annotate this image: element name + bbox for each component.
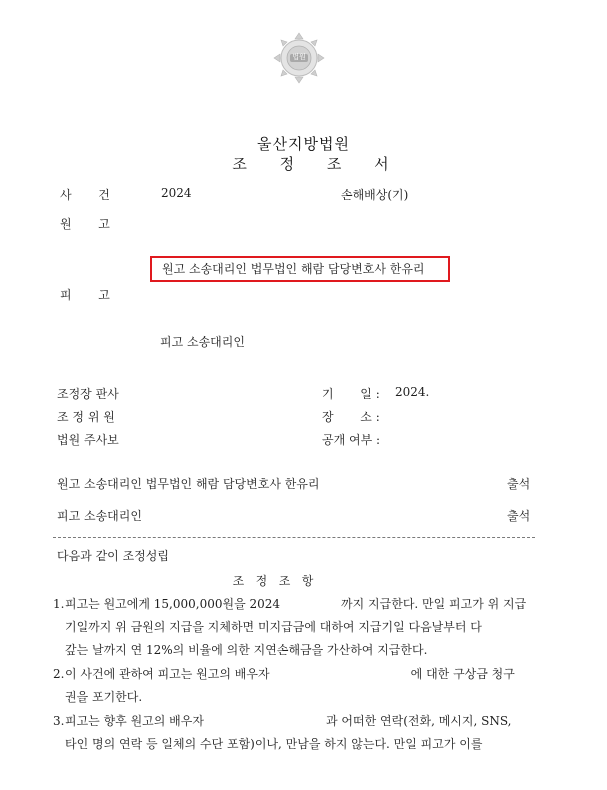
clause-number: 1.	[53, 597, 65, 611]
court-name: 울산지방법원	[257, 135, 350, 153]
court-seal-logo	[272, 31, 326, 85]
clause-line: 피고는 원고에게 15,000,000원을 2024 까지 지급한다. 만일 피고가 위 지급	[65, 597, 527, 611]
clause-line: 타인 명의 연락 등 일체의 수단 포함)이나, 만남을 하지 않는다. 만일 피고가 이를	[65, 737, 483, 751]
judge-label: 조정장 판사	[57, 387, 119, 401]
attendance-status: 출석	[507, 477, 531, 491]
mediator-label: 조 정 위 원	[57, 410, 115, 424]
clause-line: 권을 포기한다.	[65, 690, 143, 704]
case-type: 손해배상(기)	[341, 188, 409, 202]
clerk-label: 법원 주사보	[57, 433, 119, 447]
clause-line: 피고는 향후 원고의 배우자 과 어떠한 연락(전화, 메시지, SNS,	[65, 714, 512, 728]
clause-3	[53, 710, 539, 756]
case-year: 2024	[161, 186, 192, 200]
clause-number: 2.	[53, 667, 65, 681]
clause-1	[53, 593, 539, 662]
clause-line: 이 사건에 관하여 피고는 원고의 배우자 에 대한 구상금 청구	[65, 667, 515, 681]
attendance-name: 피고 소송대리인	[57, 509, 142, 523]
plaintiff-label: 원 고	[60, 217, 110, 231]
attendance-status: 출석	[507, 509, 531, 523]
date-label: 기 일 :	[322, 387, 380, 401]
date-value: 2024.	[395, 385, 430, 399]
settlement-intro: 다음과 같이 조정성립	[57, 549, 169, 563]
defendant-label: 피 고	[60, 288, 110, 302]
place-label: 장 소 :	[322, 410, 380, 424]
public-label: 공개 여부 :	[322, 433, 381, 447]
attendance-name: 원고 소송대리인 법무법인 해람 담당변호사 한유리	[57, 477, 320, 491]
clause-line: 갚는 날까지 연 12%의 비율에 의한 지연손해금을 가산하여 지급한다.	[65, 643, 428, 657]
seal-text: 법원	[292, 53, 306, 61]
clauses-title: 조 정 조 항	[232, 574, 314, 588]
clause-2	[53, 663, 539, 709]
defendant-agent: 피고 소송대리인	[160, 335, 245, 349]
section-divider	[53, 537, 535, 538]
highlighted-plaintiff-agent: 원고 소송대리인 법무법인 해람 담당변호사 한유리	[150, 256, 450, 282]
clause-line: 기일까지 위 금원의 지급을 지체하면 미지급금에 대하여 지급기일 다음날부터 다	[65, 620, 482, 634]
document-title: 조 정 조 서	[232, 155, 403, 173]
clause-number: 3.	[53, 714, 65, 728]
case-label: 사 건	[60, 188, 110, 202]
